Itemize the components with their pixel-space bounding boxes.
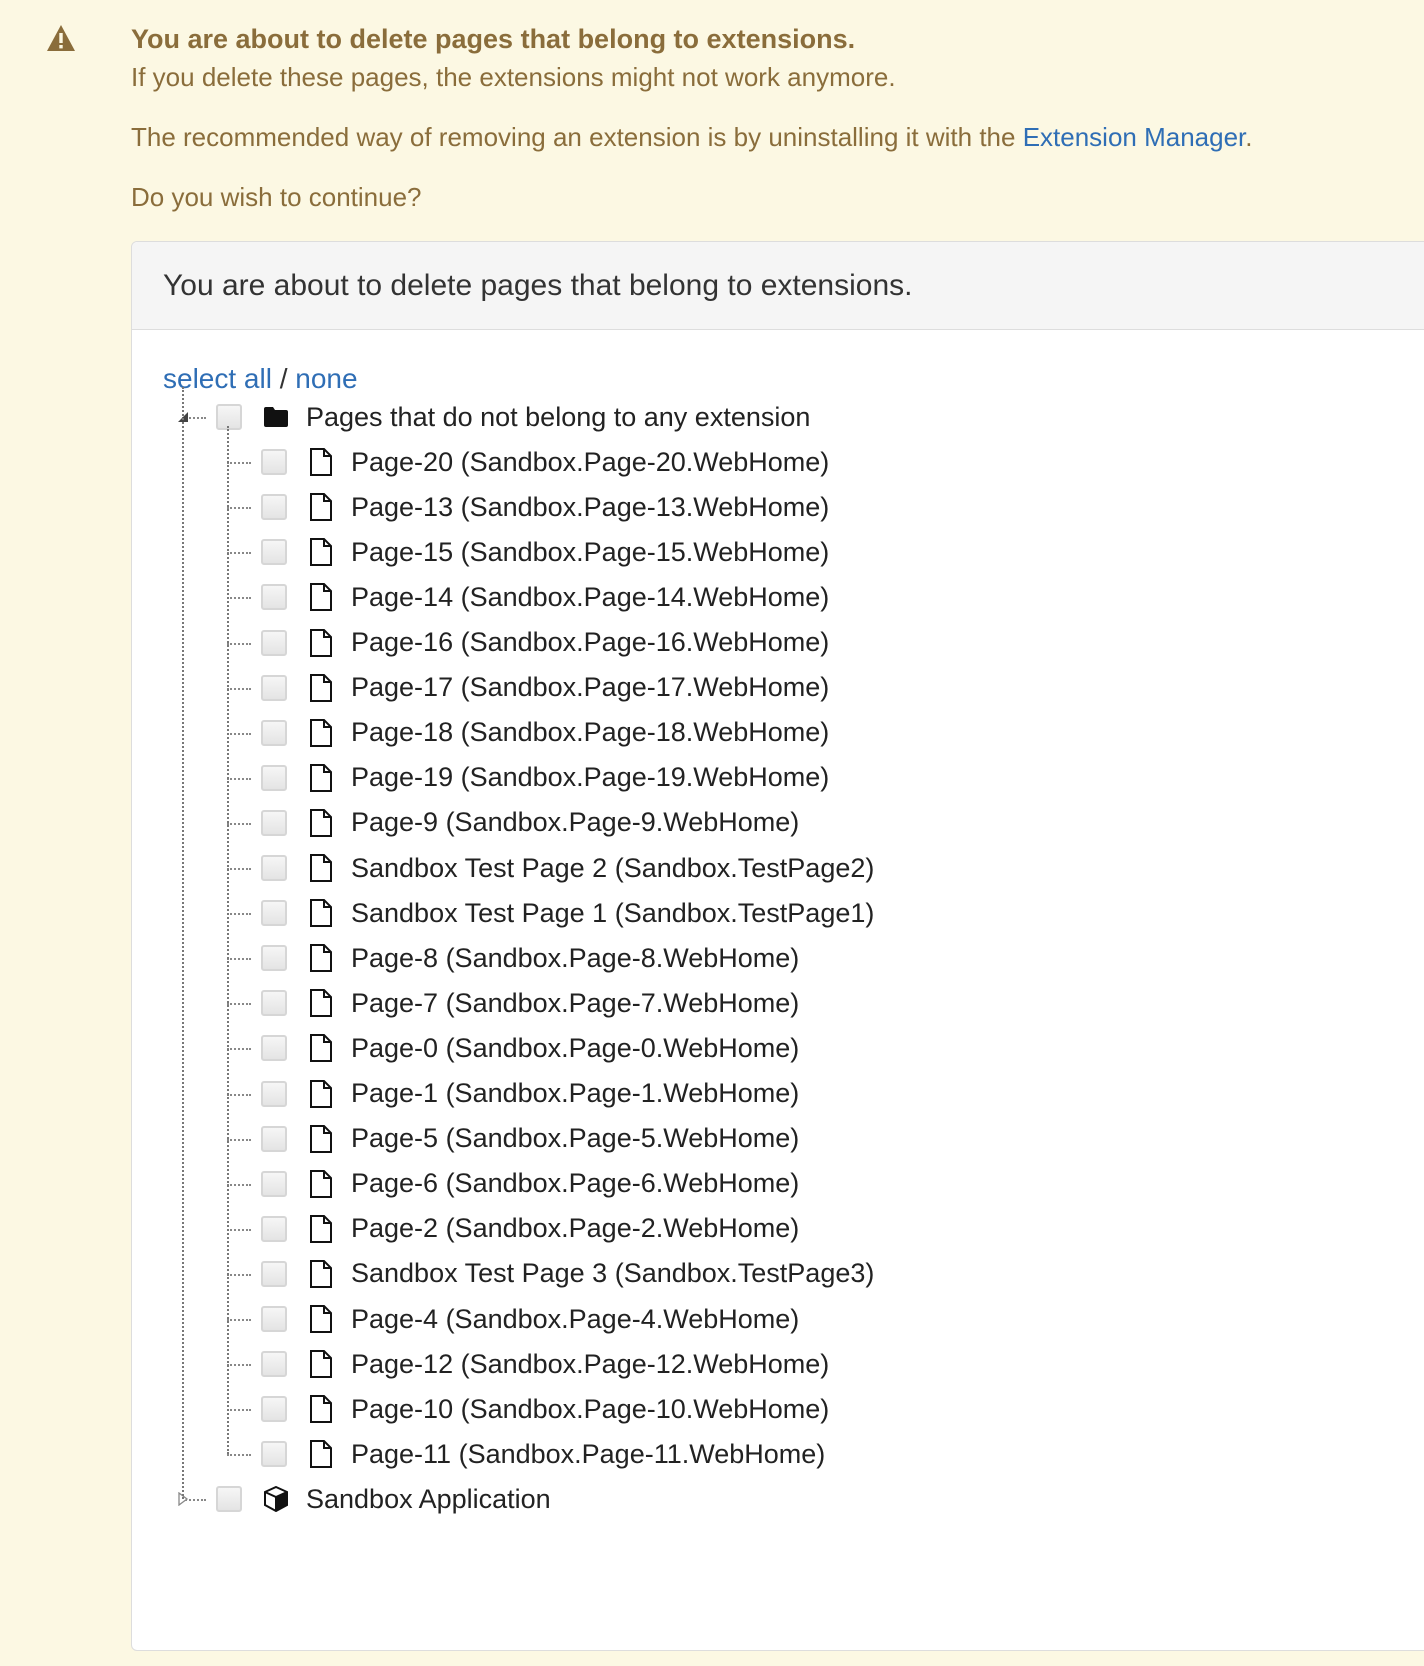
node-label[interactable]: Page-15 (Sandbox.Page-15.WebHome) [351,536,830,567]
selection-separator: / [271,363,296,394]
checkbox[interactable] [261,900,287,926]
tree-page-node[interactable] [261,530,829,574]
recommend-prefix: The recommended way of removing an extension is by uninstalling it with the [131,122,1023,152]
tree-page-node[interactable] [261,1072,799,1116]
tree-page-node[interactable] [261,440,829,484]
recommend-suffix: . [1245,122,1253,152]
tree-connector-horizontal [227,1094,251,1096]
extension-manager-link[interactable]: Extension Manager [1022,122,1246,152]
file-icon [307,1079,335,1109]
node-label[interactable]: Page-5 (Sandbox.Page-5.WebHome) [351,1123,800,1154]
tree-page-node[interactable] [261,1432,825,1476]
node-label[interactable]: Page-10 (Sandbox.Page-10.WebHome) [351,1393,830,1424]
node-label[interactable]: Page-8 (Sandbox.Page-8.WebHome) [351,942,800,973]
select-all-link[interactable]: select all [163,363,272,394]
checkbox[interactable] [261,1126,287,1152]
tree-page-node[interactable] [261,1387,829,1431]
file-icon [307,1124,335,1154]
file-icon [307,853,335,883]
tree-connector-horizontal [227,688,251,690]
file-icon [307,808,335,838]
node-label[interactable]: Page-19 (Sandbox.Page-19.WebHome) [351,762,830,793]
checkbox[interactable] [261,630,287,656]
tree-page-node[interactable] [261,936,799,980]
node-label[interactable]: Page-20 (Sandbox.Page-20.WebHome) [351,446,830,477]
node-label[interactable]: Page-7 (Sandbox.Page-7.WebHome) [351,987,800,1018]
checkbox[interactable] [261,1081,287,1107]
tree-connector-horizontal [227,643,251,645]
tree-connector-horizontal [227,462,251,464]
file-icon [307,988,335,1018]
node-label[interactable]: Page-18 (Sandbox.Page-18.WebHome) [351,717,830,748]
file-icon [307,492,335,522]
node-label[interactable]: Page-14 (Sandbox.Page-14.WebHome) [351,581,830,612]
tree-page-node[interactable] [261,801,799,845]
tree-page-node[interactable] [261,1026,799,1070]
tree-connector-horizontal [227,1409,251,1411]
warning-title: You are about to delete pages that belong to extensions. [131,24,856,54]
checkbox[interactable] [261,765,287,791]
checkbox[interactable] [216,404,242,430]
pages-panel [131,241,1424,1651]
node-label[interactable]: Sandbox Application [306,1483,551,1514]
checkbox[interactable] [261,539,287,565]
node-label[interactable]: Page-1 (Sandbox.Page-1.WebHome) [351,1078,800,1108]
warning-question: Do you wish to continue? [131,182,422,212]
tree-connector-horizontal [227,1274,251,1276]
file-icon [307,1394,335,1424]
node-label[interactable]: Page-2 (Sandbox.Page-2.WebHome) [351,1213,800,1244]
tree-connector-horizontal [227,1184,251,1186]
file-icon [307,898,335,928]
tree-connector-horizontal [227,958,251,960]
cube-icon [262,1484,290,1514]
checkbox[interactable] [261,990,287,1016]
tree-page-node[interactable] [261,1297,799,1341]
warning-message [131,20,1411,216]
checkbox[interactable] [261,494,287,520]
tree-connector-horizontal [227,1139,251,1141]
tree-page-node[interactable] [261,981,799,1025]
warning-triangle-icon [46,24,76,52]
file-icon [307,628,335,658]
file-icon [307,537,335,567]
tree-connector-horizontal [227,733,251,735]
checkbox[interactable] [261,1396,287,1422]
tree-page-node[interactable] [261,666,829,710]
tree-connector-vertical [182,387,184,1499]
tree-page-node[interactable] [261,756,829,800]
checkbox[interactable] [261,1351,287,1377]
file-icon [307,718,335,748]
file-icon [307,1033,335,1063]
file-icon [307,1304,335,1334]
checkbox[interactable] [261,1035,287,1061]
checkbox[interactable] [261,1216,287,1242]
file-icon [307,1439,335,1469]
tree-group-node[interactable] [216,395,810,439]
tree-connector-horizontal [227,507,251,509]
file-icon [307,943,335,973]
tree-group-node[interactable] [216,1477,551,1521]
tree-connector-horizontal [227,868,251,870]
file-icon [307,1214,335,1244]
select-none-link[interactable]: none [295,363,358,394]
node-label[interactable]: Page-17 (Sandbox.Page-17.WebHome) [351,672,830,703]
tree-connector-horizontal [227,778,251,780]
file-icon [307,763,335,793]
tree-page-node[interactable] [261,621,829,665]
tree-connector-vertical [227,426,229,1454]
checkbox[interactable] [261,1306,287,1332]
checkbox[interactable] [261,584,287,610]
tree-page-node[interactable] [261,891,874,935]
node-label[interactable]: Page-0 (Sandbox.Page-0.WebHome) [351,1032,800,1063]
tree-connector-horizontal [227,823,251,825]
node-label[interactable]: Page-6 (Sandbox.Page-6.WebHome) [351,1168,800,1199]
tree-page-node[interactable] [261,711,829,755]
node-label[interactable]: Page-9 (Sandbox.Page-9.WebHome) [351,807,800,838]
checkbox[interactable] [261,720,287,746]
tree-connector-horizontal [227,1003,251,1005]
checkbox[interactable] [261,449,287,475]
node-label[interactable]: Page-11 (Sandbox.Page-11.WebHome) [351,1438,826,1469]
panel-heading: You are about to delete pages that belong to extensions. [132,242,1424,330]
warning-detail: If you delete these pages, the extensions might not work anymore. [131,62,896,92]
node-label[interactable]: Page-16 (Sandbox.Page-16.WebHome) [351,627,830,657]
tree-connector-horizontal [227,913,251,915]
tree-page-node[interactable] [261,1162,799,1206]
checkbox[interactable] [261,945,287,971]
checkbox[interactable] [261,855,287,881]
file-icon [307,673,335,703]
tree-connector-horizontal [227,1454,251,1456]
tree-connector-horizontal [227,1229,251,1231]
tree-page-node[interactable] [261,1117,799,1161]
tree-connector-horizontal [227,597,251,599]
tree-page-node[interactable] [261,575,829,619]
file-icon [307,1259,335,1289]
node-label[interactable]: Page-12 (Sandbox.Page-12.WebHome) [351,1348,830,1379]
node-label[interactable]: Sandbox Test Page 2 (Sandbox.TestPage2) [351,852,875,883]
node-label[interactable]: Page-4 (Sandbox.Page-4.WebHome) [351,1303,800,1334]
tree-page-node[interactable] [261,485,829,529]
file-icon [307,1349,335,1379]
node-label[interactable]: Page-13 (Sandbox.Page-13.WebHome) [351,491,830,522]
file-icon [307,1169,335,1199]
checkbox[interactable] [261,810,287,836]
tree-connector-horizontal [227,1048,251,1050]
checkbox[interactable] [261,1441,287,1467]
file-icon [307,582,335,612]
checkbox[interactable] [216,1486,242,1512]
page-tree [132,242,1424,1650]
tree-page-node[interactable] [261,1342,829,1386]
tree-connector-horizontal [227,552,251,554]
folder-icon [262,402,290,432]
tree-page-node[interactable] [261,1207,799,1251]
checkbox[interactable] [261,1261,287,1287]
checkbox[interactable] [261,675,287,701]
tree-connector-horizontal [227,1364,251,1366]
tree-page-node[interactable] [261,846,874,890]
node-label[interactable]: Sandbox Test Page 1 (Sandbox.TestPage1) [351,897,875,928]
node-label[interactable]: Pages that do not belong to any extension [306,401,811,432]
node-label[interactable]: Sandbox Test Page 3 (Sandbox.TestPage3) [351,1258,875,1289]
checkbox[interactable] [261,1171,287,1197]
tree-page-node[interactable] [261,1252,874,1296]
file-icon [307,447,335,477]
warning-recommendation [131,118,1411,156]
tree-connector-horizontal [227,1319,251,1321]
